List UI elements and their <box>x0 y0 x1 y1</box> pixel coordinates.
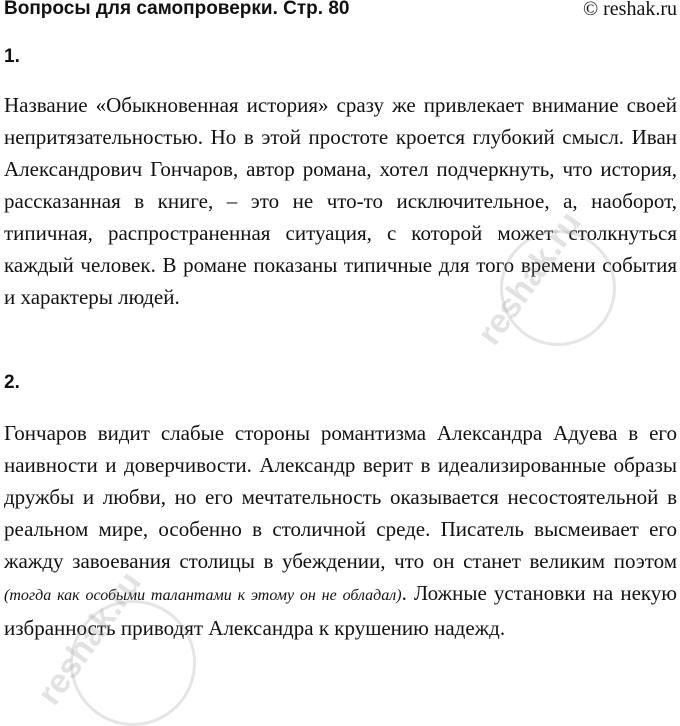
question-number: 2. <box>4 372 20 393</box>
watermark-text: reshak.ru <box>30 564 149 712</box>
answer-note: (тогда как особыми талантами к этому он не обладал) <box>4 587 402 604</box>
page-header <box>4 0 677 24</box>
watermark-text: reshak.ru <box>470 204 589 352</box>
page-title: Вопросы для самопроверки. Стр. 80 <box>4 0 350 19</box>
site-copyright[interactable]: © reshak.ru <box>582 0 677 20</box>
answer-text: Гончаров видит слабые стороны романтизма Александра Адуева в его наивности и доверчивости. Александр верит в идеализированные образы дружбы и любви, но его мечтательность оказывается несостоятельной в реальном мире, особенно в столичной среде. Писатель высмеивает его жажду завоевания столицы в убеждении, что он станет великим поэтом <box>4 421 677 573</box>
answer-paragraph: Название «Обыкновенная история» сразу же привлекает внимание своей непритязательностью. Но в этой простоте кроется глубокий смысл. Иван Александрович Гончаров, автор романа, хотел подчеркнуть, что история, рассказанная в книге, – это не что-то исключительное, а, наоборот, типичная, распространенная ситуация, с которой может столкнуться каждый человек. В романе показаны типичные для того времени события и характеры людей. <box>4 93 677 309</box>
question-number: 1. <box>4 46 20 67</box>
answer-text: . Ложные установки на некую избранность приводят Александра к крушению надежд. <box>4 581 677 640</box>
answer-paragraph <box>4 417 677 644</box>
